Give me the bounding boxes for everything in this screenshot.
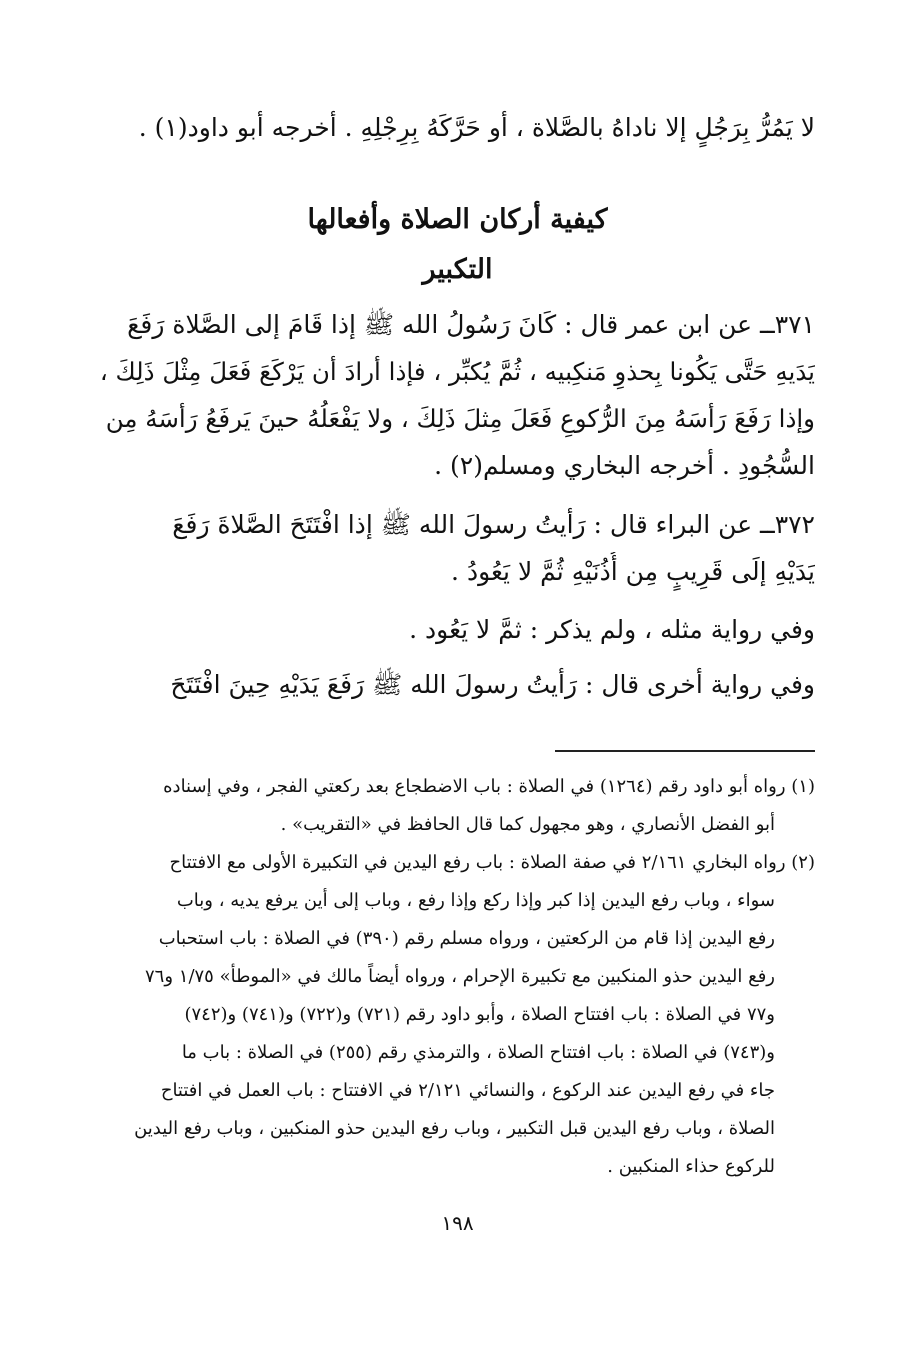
chapter-heading: كيفية أركان الصلاة وأفعالها	[307, 204, 608, 235]
hadith-371-line-1: ٣٧١ــ عن ابن عمر قال : كَانَ رَسُولُ الله ﷺ إذا قَامَ إلى الصَّلاة رَفَعَ	[127, 310, 815, 339]
hadith-372-line-2: يَدَيْهِ إلَى قَرِيبٍ مِن أُذُنَيْهِ ثُمَّ لا يَعُودُ .	[451, 557, 815, 586]
hadith-371-line-3: وإذا رَفَعَ رَأسَهُ مِنَ الرُّكوعِ فَعَلَ مِثلَ ذَلِكَ ، ولا يَفْعَلُهُ حينَ يَرفَعُ رَأسَهُ مِن	[105, 404, 815, 433]
footnote-1-line-2: أبو الفضل الأنصاري ، وهو مجهول كما قال الحافظ في «التقريب» .	[280, 814, 775, 835]
footnote-2-line-9: للركوع حذاء المنكبين .	[607, 1156, 775, 1177]
footnote-2-line-2: سواء ، وباب رفع اليدين إذا كبر وإذا ركع وإذا رفع ، وباب إلى أين يرفع يديه ، وباب	[176, 890, 775, 911]
footnote-separator	[555, 750, 815, 752]
footnote-2-line-1: (٢) رواه البخاري ٢/١٦١ في صفة الصلاة : باب رفع اليدين في التكبيرة الأولى مع الافتتاح	[169, 852, 815, 873]
page-number: ١٩٨	[441, 1211, 474, 1235]
footnote-2-line-7: جاء في رفع اليدين عند الركوع ، والنسائي ٢/١٢١ في الافتتاح : باب العمل في افتتاح	[160, 1080, 775, 1101]
intro-line: لا يَمُرُّ بِرَجُلٍ إلا ناداهُ بالصَّلاة ، أو حَرَّكَهُ بِرِجْلِهِ . أخرجه أبو داود(١) .	[138, 113, 815, 142]
footnote-2-line-3: رفع اليدين إذا قام من الركعتين ، ورواه مسلم رقم (٣٩٠) في الصلاة : باب استحباب	[158, 928, 775, 949]
footnote-2-line-8: الصلاة ، وباب رفع اليدين قبل التكبير ، وباب رفع اليدين حذو المنكبين ، وباب رفع اليدين	[134, 1118, 775, 1139]
footnote-2-line-5: و٧٧ في الصلاة : باب افتتاح الصلاة ، وأبو داود رقم (٧٢١) و(٧٢٢) و(٧٤١) و(٧٤٢)	[184, 1004, 775, 1025]
narration-line-2: وفي رواية أخرى قال : رَأيتُ رسولَ الله ﷺ رَفَعَ يَدَيْهِ حِينَ افْتَتَحَ	[170, 670, 815, 699]
hadith-371-line-2: يَدَيهِ حَتَّى يَكُونا بِحذوِ مَنكِبيه ، ثُمَّ يُكبِّر ، فإذا أرادَ أن يَرْكَعَ فَعَلَ مِثْلَ ذَلِكَ ،	[99, 357, 815, 386]
narration-line-1: وفي رواية مثله ، ولم يذكر : ثمَّ لا يَعُود .	[409, 615, 815, 644]
footnote-2-line-4: رفع اليدين حذو المنكبين مع تكبيرة الإحرام ، ورواه أيضاً مالك في «الموطأ» ١/٧٥ و٧٦	[145, 966, 775, 987]
footnote-2-line-6: و(٧٤٣) في الصلاة : باب افتتاح الصلاة ، والترمذي رقم (٢٥٥) في الصلاة : باب ما	[181, 1042, 775, 1063]
hadith-372-line-1: ٣٧٢ــ عن البراء قال : رَأيتُ رسولَ الله ﷺ إذا افْتَتَحَ الصَّلاةَ رَفَعَ	[172, 510, 815, 539]
section-heading: التكبير	[422, 254, 493, 285]
hadith-371-line-4: السُّجُودِ . أخرجه البخاري ومسلم(٢) .	[434, 451, 815, 480]
footnote-1-line-1: (١) رواه أبو داود رقم (١٢٦٤) في الصلاة : باب الاضطجاع بعد ركعتي الفجر ، وفي إسناده	[163, 776, 815, 797]
